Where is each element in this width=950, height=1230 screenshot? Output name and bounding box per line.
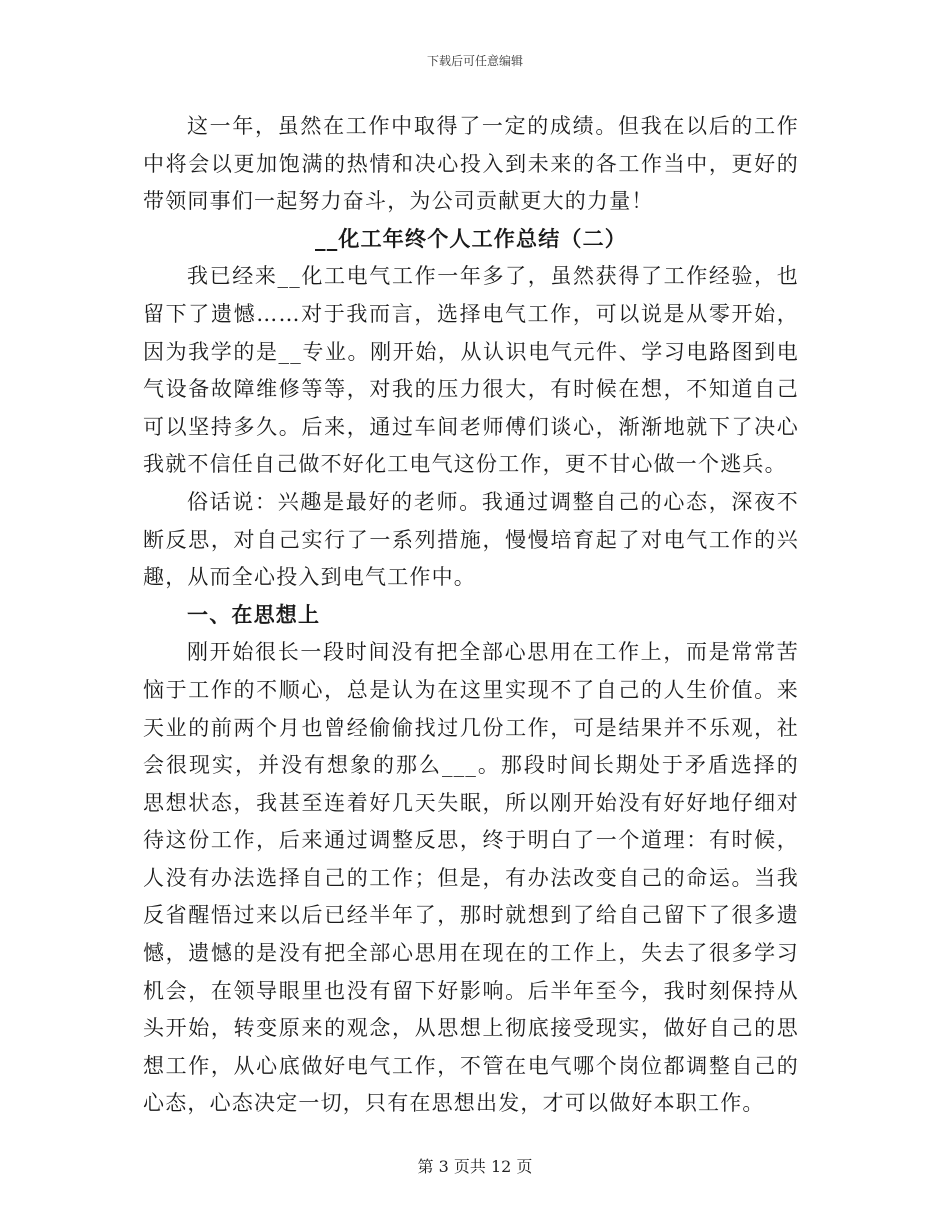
paragraph-intro: 我已经来__化工电气工作一年多了，虽然获得了工作经验，也留下了遗憾……对于我而言，选择电气工作，可以说是从零开始，因为我学的是__专业。刚开始，从认识电气元件、学习电路图到电气设备故障维修等等，对我的压力很大，有时候在想，不知道自己可以坚持多久。后来，通过车间老师傅们谈心，渐渐地就下了决心我就不信任自己做不好化工电气这份工作，更不甘心做一个逃兵。 — [143, 264, 799, 477]
section-title: __化工年终个人工作总结（二） — [315, 226, 627, 251]
header-note: 下载后可任意编辑 — [426, 54, 523, 68]
heading-thought: 一、在思想上 — [187, 602, 321, 627]
paragraph-conclusion: 这一年，虽然在工作中取得了一定的成绩。但我在以后的工作中将会以更加饱满的热情和决心投入到未来的各工作当中，更好的带领同事们一起努力奋斗，为公司贡献更大的力量！ — [143, 114, 799, 214]
page-number: 第 3 页共 12 页 — [417, 1157, 533, 1176]
document-body — [143, 108, 799, 1123]
paragraph-thought: 刚开始很长一段时间没有把全部心思用在工作上，而是常常苦恼于工作的不顺心，总是认为在这里实现不了自己的人生价值。来天业的前两个月也曾经偷偷找过几份工作，可是结果并不乐观，社会很现实，并没有想象的那么___。那段时间长期处于矛盾选择的思想状态，我甚至连着好几天失眠，所以刚开始没有好好地仔细对待这份工作，后来通过调整反思，终于明白了一个道理：有时候，人没有办法选择自己的工作；但是，有办法改变自己的命运。当我反省醒悟过来以后已经半年了，那时就想到了给自己留下了很多遗憾，遗憾的是没有把全部心思用在现在的工作上，失去了很多学习机会，在领导眼里也没有留下好影响。后半年至今，我时刻保持从头开始，转变原来的观念，从思想上彻底接受现实，做好自己的思想工作，从心底做好电气工作，不管在电气哪个岗位都调整自己的心态，心态决定一切，只有在思想出发，才可以做好本职工作。 — [143, 640, 799, 1116]
paragraph-interest: 俗话说：兴趣是最好的老师。我通过调整自己的心态，深夜不断反思，对自己实行了一系列措施，慢慢培育起了对电气工作的兴趣，从而全心投入到电气工作中。 — [143, 489, 799, 590]
